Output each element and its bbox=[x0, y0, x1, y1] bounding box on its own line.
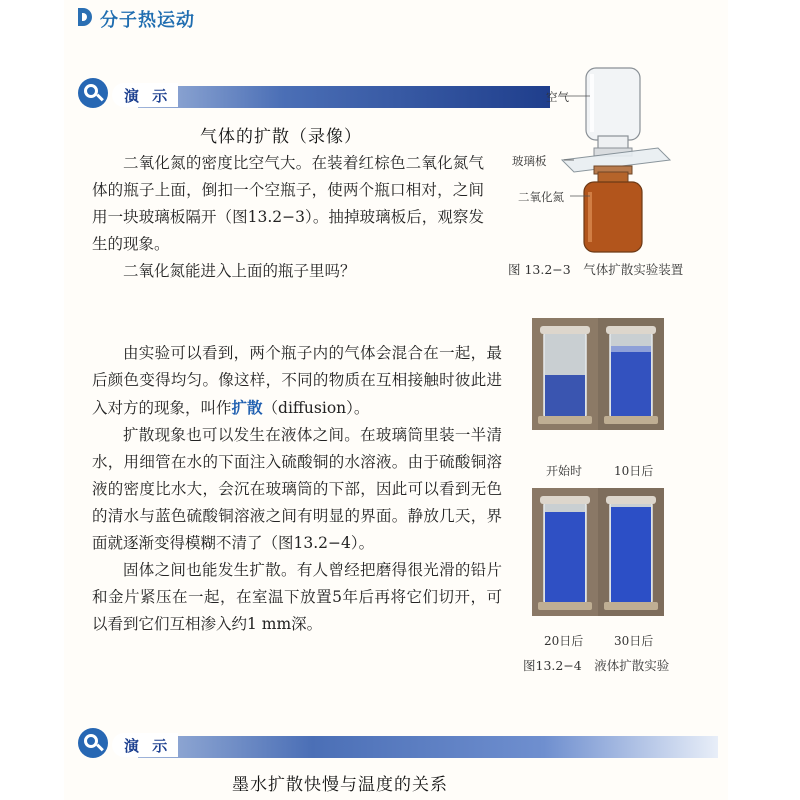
term-diffusion: 扩散 bbox=[231, 398, 263, 417]
photo-label-day-20: 20日后 bbox=[544, 634, 584, 648]
photo-day-20 bbox=[532, 488, 598, 616]
demo-question: 二氧化氮能进入上面的瓶子里吗？ bbox=[123, 262, 356, 280]
demo-description bbox=[92, 150, 484, 285]
photo-label-start: 开始时 bbox=[546, 464, 583, 478]
magnifier-icon bbox=[78, 728, 108, 758]
magnifier-icon bbox=[78, 78, 108, 108]
paragraph-liquid-diffusion: 扩散现象也可以发生在液体之间。在玻璃筒里装一半清水，用细管在水的下面注入硫酸铜的水溶液。由于硫酸铜溶液的密度比水大，会沉在玻璃筒的下部，因此可以看到无色的清水与蓝色硫酸铜溶液之间有明显的界面。静放几天，界面就逐渐变得模糊不清了（图13.2−4）。 bbox=[92, 426, 502, 552]
cylinder-start bbox=[532, 318, 598, 430]
demo-title: 气体的扩散（录像） bbox=[200, 127, 362, 147]
demo-title-2: 墨水扩散快慢与温度的关系 bbox=[232, 775, 448, 795]
photo-day-30 bbox=[598, 488, 664, 616]
label-no2: 二氧化氮 bbox=[518, 190, 564, 204]
chapter-title: 分子热运动 bbox=[100, 10, 195, 31]
photo-start bbox=[532, 318, 598, 430]
demo-ribbon-2 bbox=[138, 736, 718, 758]
paragraph-solid-diffusion: 固体之间也能发生扩散。有人曾经把磨得很光滑的铅片和金片紧压在一起，在室温下放置5年后再将它们切开，可以看到它们互相渗入约1 mm深。 bbox=[92, 561, 502, 633]
photo-label-day-30: 30日后 bbox=[614, 634, 654, 648]
demo-paragraph: 二氧化氮的密度比空气大。在装着红棕色二氧化氮气体的瓶子上面，倒扣一个空瓶子，使两个瓶口相对，之间用一块玻璃板隔开（图13.2−3）。抽掉玻璃板后，观察发生的现象。 bbox=[92, 154, 484, 253]
demo-label: 演 示 bbox=[124, 87, 172, 105]
figure-caption-13-2-4: 图13.2−4 液体扩散实验 bbox=[523, 658, 670, 673]
demo-label-2: 演 示 bbox=[124, 737, 172, 755]
label-air: 空气 bbox=[546, 90, 569, 104]
demo-ribbon bbox=[138, 86, 550, 108]
cylinder-day-20 bbox=[532, 488, 598, 616]
cylinder-day-10 bbox=[598, 318, 664, 430]
paragraph-diffusion-definition: 由实验可以看到，两个瓶子内的气体会混合在一起，最后颜色变得均匀。像这样，不同的物质在互相接触时彼此进入对方的现象，叫作扩散（diffusion）。 bbox=[92, 344, 502, 417]
upper-bottle bbox=[586, 68, 640, 156]
photo-day-10 bbox=[598, 318, 664, 430]
figure-caption-13-2-3: 图 13.2−3 气体扩散实验装置 bbox=[508, 262, 684, 277]
main-text bbox=[92, 340, 502, 638]
lower-bottle bbox=[584, 166, 642, 252]
demo-banner-2 bbox=[74, 728, 486, 758]
cylinder-day-30 bbox=[598, 488, 664, 616]
photo-label-day-10: 10日后 bbox=[614, 464, 654, 478]
label-glass-plate: 玻璃板 bbox=[512, 154, 547, 168]
demo-banner bbox=[74, 78, 486, 108]
